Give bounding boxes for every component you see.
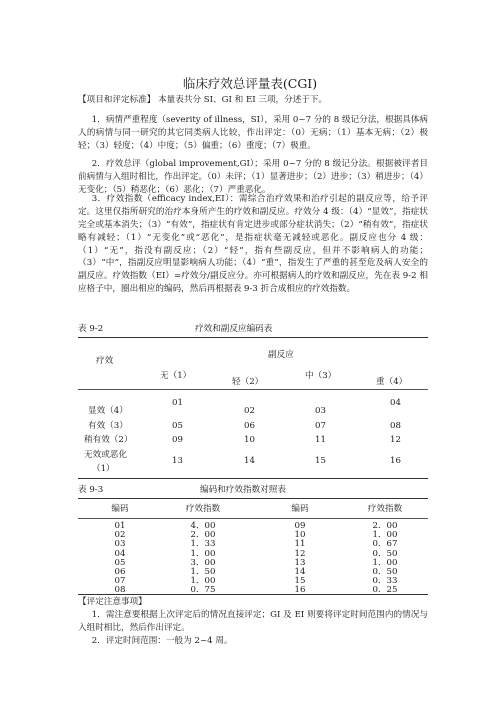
side-header-moderate: 中（3）: [305, 371, 337, 381]
code-cell: 08: [390, 421, 401, 431]
header-code: 编码: [291, 504, 309, 514]
efficacy-header: 疗效: [96, 356, 114, 366]
header-code: 编码: [111, 504, 129, 514]
table-9-2-top-rule: [78, 337, 428, 338]
row-label: 有效（3）: [88, 421, 128, 431]
table-9-3-caption: 编码和疗效指数对照表: [200, 485, 286, 495]
side-header-none: 无（1）: [160, 371, 192, 381]
table-9-3-top-rule: [78, 498, 428, 499]
side-effect-header: 副反应: [268, 350, 294, 360]
section-si: 1．病情严重程度（severity of illness，SI），采用 0~7 分的 8 级记分法，根据具体病人的病情与同一研究的其它同类病人比较，作出评定：（0）无病；（1）基本无病；（2）极轻；（3）轻度；（4）中度；（5）偏重；（6）重度；（7）极重。: [78, 115, 428, 151]
table-9-2-header-rule: [78, 389, 428, 390]
code-cell: 12: [390, 435, 401, 445]
row-label-cont: （1）: [92, 464, 115, 474]
side-header-mild: 轻（2）: [232, 377, 264, 387]
code-cell: 09: [294, 521, 306, 531]
index-cell: 2．00: [372, 521, 398, 531]
index-cell: 1．00: [372, 530, 398, 541]
section-gi: 2．疗效总评（global improvement,GI）；采用 0~7 分的 8 级记分法。根据被评者目前病情与入组时相比，作出评定。（0）未评；（1）显著进步；（2）进步；（3）稍进步；（4）无变化；（5）稍恶化；（6）恶化；（7）严重恶化。: [78, 159, 428, 195]
table-9-3-header-rule: [78, 518, 428, 519]
note-1: 1．需注意要根据上次评定后的情况直接评定；GI 及 EI 则要将评定时间范围内的情况与入组时相比，然后作出评定。: [78, 610, 428, 633]
code-cell: 04: [114, 548, 126, 559]
index-cell: 0．50: [372, 567, 398, 577]
code-cell: 05: [114, 557, 126, 568]
code-cell: 15: [315, 456, 326, 466]
code-cell: 04: [390, 398, 401, 408]
code-cell: 03: [114, 539, 126, 550]
index-cell: 1．00: [190, 576, 216, 587]
code-cell: 13: [294, 557, 306, 568]
index-cell: 0．75: [190, 585, 216, 596]
code-cell: 02: [244, 406, 255, 416]
code-cell: 02: [114, 530, 126, 541]
index-cell: 1．00: [190, 548, 216, 559]
code-cell: 14: [294, 567, 306, 577]
code-cell: 12: [294, 548, 306, 559]
header-index: 疗效指数: [185, 504, 221, 514]
note-2: 2．评定时间范围：一般为 2~4 周。: [91, 636, 233, 646]
index-cell: 0．50: [372, 548, 398, 559]
intro-text: 【项目和评定标准】 本量表共分 SI、GI 和 EI 三项，分述于下。: [78, 95, 328, 105]
code-cell: 16: [390, 456, 401, 466]
code-cell: 16: [294, 585, 306, 596]
index-cell: 4．00: [190, 521, 216, 531]
index-cell: 1．33: [190, 539, 216, 550]
code-cell: 05: [172, 421, 183, 431]
code-cell: 15: [294, 576, 306, 587]
side-header-severe: 重（4）: [376, 377, 408, 387]
code-cell: 01: [172, 398, 183, 408]
code-cell: 01: [114, 521, 126, 531]
table-9-3-label: 表 9-3: [78, 485, 104, 495]
code-cell: 13: [172, 456, 183, 466]
code-cell: 11: [315, 435, 326, 445]
code-cell: 07: [315, 421, 326, 431]
table-9-3-bottom-rule: [78, 594, 428, 595]
code-cell: 11: [294, 539, 306, 550]
page-title: 临床疗效总评量表(CGI): [182, 76, 318, 91]
header-index: 疗效指数: [367, 504, 403, 514]
index-cell: 2．00: [190, 530, 216, 541]
index-cell: 0．67: [372, 539, 398, 550]
code-cell: 10: [244, 435, 255, 445]
table-9-2-bottom-rule: [78, 478, 428, 479]
code-cell: 03: [315, 406, 326, 416]
code-cell: 09: [172, 435, 183, 445]
code-cell: 07: [114, 576, 126, 587]
row-label: 无效或恶化: [84, 450, 127, 460]
index-cell: 1．00: [372, 557, 398, 568]
row-label: 显效（4）: [88, 406, 128, 416]
notes-heading: 【评定注意事项】: [78, 597, 147, 607]
section-ei: 3．疗效指数（efficacy index,EI）：需综合治疗效果和治疗引起的副反应等，给予评定。这里仅指所研究的治疗本身所产生的疗效和副反应。疗效分 4 级：（4）“显效”，指症状完全或基本消失；（3）“有效”，指症状有肯定进步或部分症状消失；（2）“稍有效”，指症状略有减轻；（1）“无变化”或“恶化”，是指症状毫无减轻或恶化。副反应也分 4 级：（1）“无”，指没有副反应；（2）“轻”，指有些副反应，但并不影响病人的功能；（3）“中”，指副反应明显影响病人功能；（4）“重”，指发生了严重的甚至危及病人安全的副反应。疗效指数（EI）=疗效分/副反应分。亦可根据病人的疗效和副反应，先在表 9-2 相应格子中，圈出相应的编码，然后再根据表 9-3 折合成相应的疗效指数。: [78, 194, 428, 295]
index-cell: 0．33: [372, 576, 398, 587]
row-label: 稍有效（2）: [84, 435, 133, 445]
index-cell: 0．25: [372, 585, 398, 596]
table-9-2-caption: 疗效和副反应编码表: [195, 324, 273, 334]
code-cell: 08: [114, 585, 126, 596]
index-cell: 3．00: [190, 557, 216, 568]
code-cell: 06: [244, 421, 255, 431]
code-cell: 10: [294, 530, 306, 541]
index-cell: 1．50: [190, 567, 216, 577]
code-cell: 14: [244, 456, 255, 466]
table-9-2-label: 表 9-2: [78, 324, 104, 334]
code-cell: 06: [114, 567, 126, 577]
